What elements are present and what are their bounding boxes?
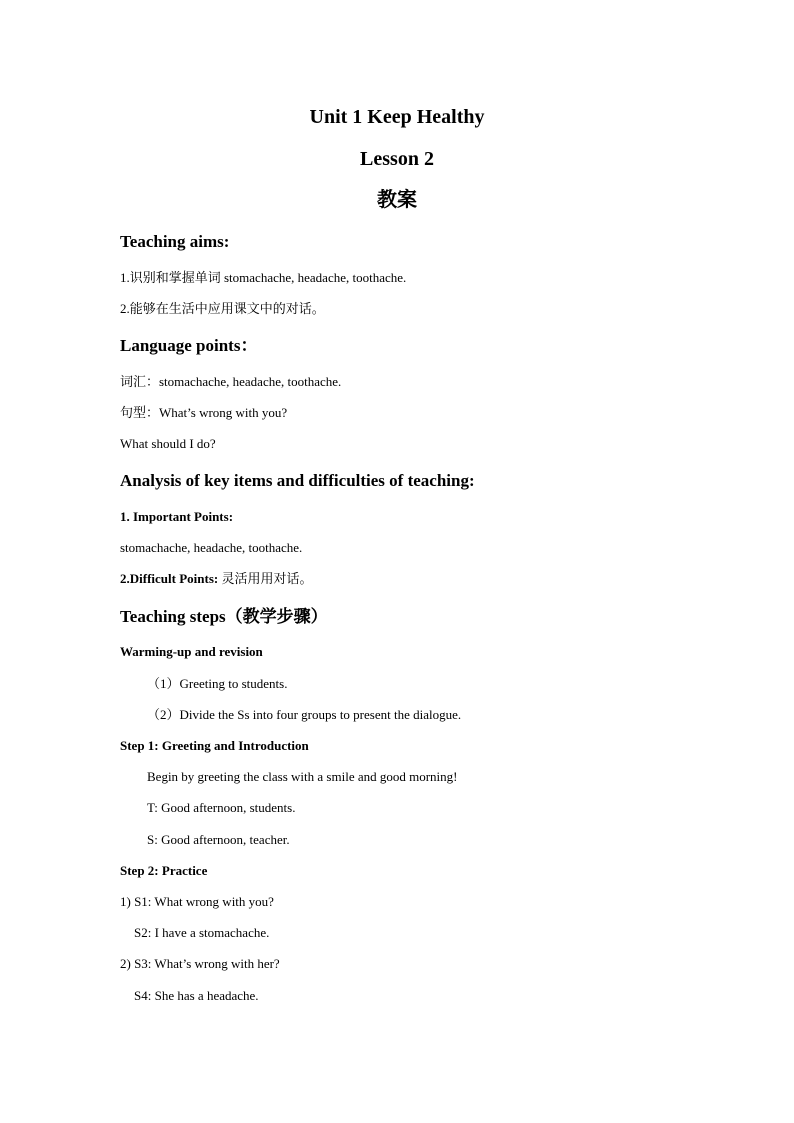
lesson-title: Lesson 2 [360, 148, 434, 170]
teaching-aim-2: 2.能够在生活中应用课文中的对话。 [120, 301, 325, 316]
sentence-pattern-line: 句型：What’s wrong with you? [120, 405, 288, 420]
step1-line: T: Good afternoon, students. [147, 800, 296, 815]
step1-line: S: Good afternoon, teacher. [147, 832, 290, 847]
step2-label: Step 2: Practice [120, 863, 208, 878]
teaching-steps-heading: Teaching steps（教学步骤） [120, 607, 328, 626]
vocab-line: 词汇：stomachache, headache, toothache. [120, 374, 342, 389]
warmup-item: （1）Greeting to students. [147, 676, 288, 691]
important-points-label: 1. Important Points: [120, 509, 234, 524]
analysis-heading: Analysis of key items and difficulties of teaching: [120, 471, 475, 490]
document-title: Unit 1 Keep Healthy [309, 106, 485, 128]
important-points-text: stomachache, headache, toothache. [120, 540, 303, 555]
difficult-points-text: 灵活用用对话。 [218, 571, 313, 586]
teaching-aims-heading: Teaching aims: [120, 232, 230, 251]
doc-type-title: 教案 [377, 189, 417, 211]
difficult-points-label: 2.Difficult Points: [120, 571, 219, 586]
warmup-item: （2）Divide the Ss into four groups to present the dialogue. [147, 707, 462, 722]
teaching-aim-1: 1.识别和掌握单词 stomachache, headache, toothache. [120, 270, 407, 285]
step2-line: 1) S1: What wrong with you? [120, 894, 274, 909]
step2-line: 2) S3: What’s wrong with her? [120, 956, 280, 971]
language-points-heading: Language points： [120, 336, 258, 355]
warmup-label: Warming-up and revision [120, 644, 263, 659]
step1-line: Begin by greeting the class with a smile and good morning! [147, 769, 458, 784]
step1-label: Step 1: Greeting and Introduction [120, 738, 309, 753]
step2-line: S4: She has a headache. [134, 988, 259, 1003]
sentence-pattern-line-2: What should I do? [120, 436, 216, 451]
difficult-points-line [120, 570, 312, 588]
step2-line: S2: I have a stomachache. [134, 925, 270, 940]
